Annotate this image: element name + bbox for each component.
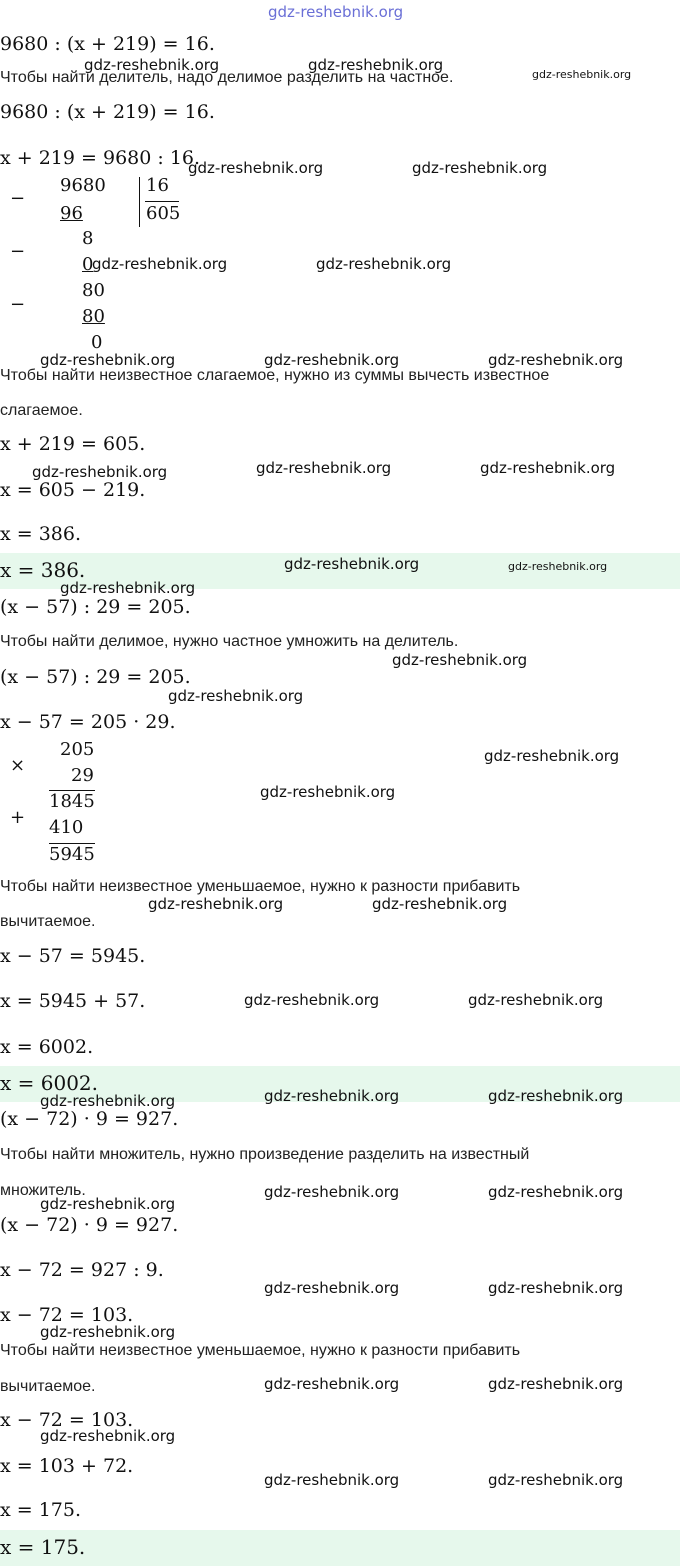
- problem1-rule2-line2: слагаемое.: [0, 402, 83, 419]
- watermark: gdz-reshebnik.org: [264, 1375, 400, 1393]
- problem2-step1: x − 57 = 205 · 29.: [0, 711, 176, 733]
- problem3-step3: x − 72 = 103.: [0, 1409, 134, 1431]
- problem2-rule2-line2: вычитаемое.: [0, 913, 96, 930]
- partial-subtrahend: 0: [82, 254, 94, 275]
- watermark: gdz-reshebnik.org: [488, 351, 624, 369]
- watermark: gdz-reshebnik.org: [256, 459, 392, 477]
- watermark: gdz-reshebnik.org: [40, 351, 176, 369]
- multiplicand: 205: [60, 739, 95, 760]
- watermark: gdz-reshebnik.org: [468, 991, 604, 1009]
- watermark: gdz-reshebnik.org: [412, 159, 548, 177]
- watermark: gdz-reshebnik.org: [244, 991, 380, 1009]
- watermark: gdz-reshebnik.org: [92, 255, 228, 273]
- watermark: gdz-reshebnik.org: [260, 783, 396, 801]
- division-bar: [139, 177, 140, 227]
- problem1-step3: x = 605 − 219.: [0, 479, 146, 501]
- partial-product-2: 410: [49, 817, 84, 838]
- problem3-given: (x − 72) · 9 = 927.: [0, 1108, 179, 1130]
- problem2-step4: x = 6002.: [0, 1036, 94, 1058]
- watermark: gdz-reshebnik.org: [84, 56, 220, 74]
- problem3-rule2-line1: Чтобы найти неизвестное уменьшаемое, нужно к разности прибавить: [0, 1342, 521, 1359]
- problem2-step2: x − 57 = 5945.: [0, 945, 146, 967]
- watermark: gdz-reshebnik.org: [284, 555, 420, 573]
- watermark: gdz-reshebnik.org: [488, 1471, 624, 1489]
- problem2-rule2-line1: Чтобы найти неизвестное уменьшаемое, нужно к разности прибавить: [0, 878, 521, 895]
- watermark: gdz-reshebnik.org: [40, 1195, 176, 1213]
- watermark: gdz-reshebnik.org: [32, 463, 168, 481]
- problem1-given: 9680 : (x + 219) = 16.: [0, 33, 215, 55]
- problem2-restate: (x − 57) : 29 = 205.: [0, 666, 191, 688]
- watermark: gdz-reshebnik.org: [488, 1375, 624, 1393]
- problem2-answer: x = 6002.: [0, 1071, 99, 1095]
- watermark: gdz-reshebnik.org: [264, 1471, 400, 1489]
- divisor: 16: [146, 175, 169, 196]
- problem2-step3: x = 5945 + 57.: [0, 990, 146, 1012]
- watermark: gdz-reshebnik.org: [508, 560, 608, 573]
- partial-remainder: 8: [82, 228, 94, 249]
- watermark: gdz-reshebnik.org: [392, 651, 528, 669]
- problem1-answer: x = 386.: [0, 558, 86, 582]
- problem1-step4: x = 386.: [0, 523, 82, 545]
- watermark: gdz-reshebnik.org: [372, 895, 508, 913]
- minus-sign: −: [10, 241, 26, 262]
- plus-sign: +: [10, 807, 26, 828]
- problem3-answer: x = 175.: [0, 1535, 86, 1559]
- problem1-restate: 9680 : (x + 219) = 16.: [0, 101, 215, 123]
- watermark: gdz-reshebnik.org: [264, 1183, 400, 1201]
- problem1-step2: x + 219 = 605.: [0, 433, 146, 455]
- watermark: gdz-reshebnik.org: [308, 56, 444, 74]
- watermark: gdz-reshebnik.org: [148, 895, 284, 913]
- answer-highlight-3: [0, 1530, 680, 1566]
- watermark: gdz-reshebnik.org: [480, 459, 616, 477]
- watermark: gdz-reshebnik.org: [264, 1087, 400, 1105]
- watermark-top: gdz-reshebnik.org: [268, 3, 404, 21]
- problem3-rule-line1: Чтобы найти множитель, нужно произведение разделить на известный: [0, 1146, 530, 1163]
- watermark: gdz-reshebnik.org: [40, 1323, 176, 1341]
- watermark: gdz-reshebnik.org: [60, 579, 196, 597]
- partial-product-1: 1845: [49, 791, 95, 812]
- partial-remainder: 80: [82, 280, 105, 301]
- problem3-restate: (x − 72) · 9 = 927.: [0, 1214, 179, 1236]
- problem1-step1: x + 219 = 9680 : 16.: [0, 147, 201, 169]
- final-remainder: 0: [91, 332, 103, 353]
- problem1-rule: Чтобы найти делитель, надо делимое разделить на частное.: [0, 69, 454, 86]
- watermark: gdz-reshebnik.org: [40, 1092, 176, 1110]
- watermark: gdz-reshebnik.org: [188, 159, 324, 177]
- problem3-step5: x = 175.: [0, 1499, 82, 1521]
- watermark: gdz-reshebnik.org: [168, 687, 304, 705]
- problem1-rule2-line1: Чтобы найти неизвестное слагаемое, нужно из суммы вычесть известное: [0, 367, 550, 384]
- problem3-step4: x = 103 + 72.: [0, 1455, 134, 1477]
- dividend: 9680: [60, 175, 106, 196]
- minus-sign: −: [10, 294, 26, 315]
- product-result: 5945: [49, 844, 95, 865]
- divisor-line: [145, 201, 179, 202]
- watermark: gdz-reshebnik.org: [40, 1427, 176, 1445]
- multiplier: 29: [71, 765, 94, 786]
- problem2-given: (x − 57) : 29 = 205.: [0, 596, 191, 618]
- partial-subtrahend: 80: [82, 306, 105, 327]
- watermark: gdz-reshebnik.org: [488, 1087, 624, 1105]
- problem2-rule: Чтобы найти делимое, нужно частное умножить на делитель.: [0, 633, 459, 650]
- problem3-rule-line2: множитель.: [0, 1182, 86, 1199]
- partial-subtrahend: 96: [60, 203, 83, 224]
- problem3-step1: x − 72 = 927 : 9.: [0, 1259, 164, 1281]
- problem3-rule2-line2: вычитаемое.: [0, 1378, 96, 1395]
- watermark: gdz-reshebnik.org: [532, 68, 632, 81]
- quotient: 605: [146, 203, 181, 224]
- minus-sign: −: [10, 188, 26, 209]
- watermark: gdz-reshebnik.org: [316, 255, 452, 273]
- watermark: gdz-reshebnik.org: [264, 351, 400, 369]
- watermark: gdz-reshebnik.org: [488, 1279, 624, 1297]
- problem3-step2: x − 72 = 103.: [0, 1304, 134, 1326]
- watermark: gdz-reshebnik.org: [264, 1279, 400, 1297]
- watermark: gdz-reshebnik.org: [488, 1183, 624, 1201]
- watermark: gdz-reshebnik.org: [484, 747, 620, 765]
- times-sign: ×: [10, 755, 26, 776]
